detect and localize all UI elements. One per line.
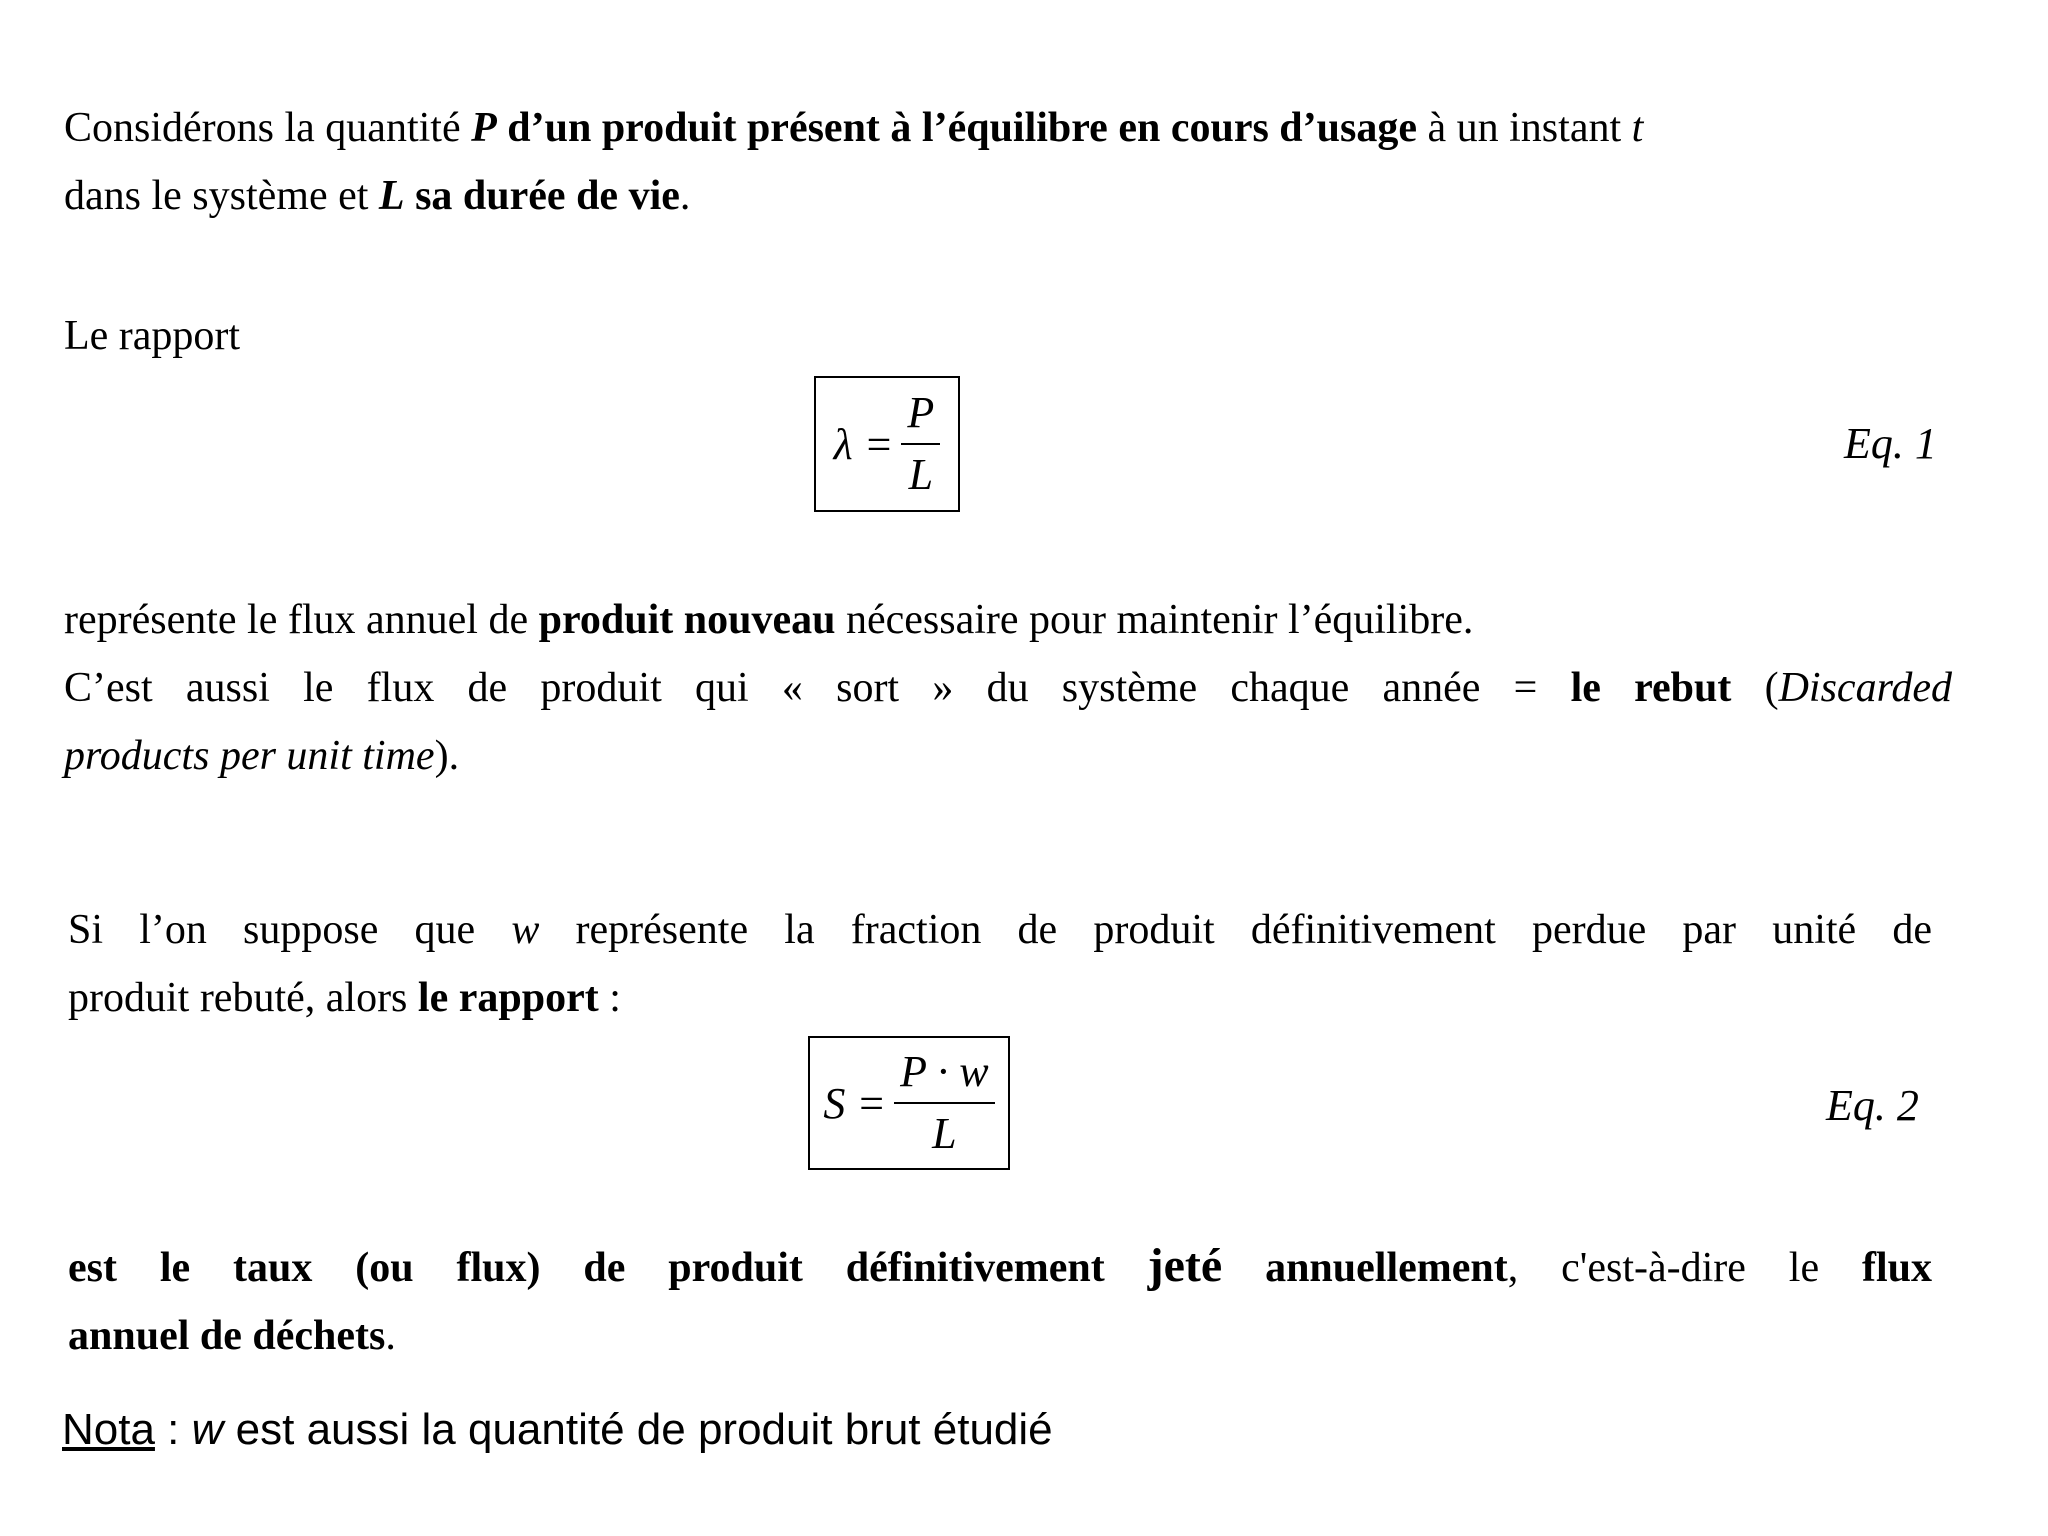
equation-2-fraction (894, 1046, 994, 1160)
equation-1-numerator: P (901, 387, 940, 445)
equation-1-box (814, 376, 960, 512)
flux-line-2: C’est aussi le flux de produit qui « sort » du système chaque année = le rebut (Discarded (64, 665, 1952, 711)
equation-2-denominator: L (932, 1109, 957, 1158)
conclusion-paragraph (68, 1232, 1932, 1370)
equation-2-lhs: S = (823, 1078, 887, 1128)
equation-1-denominator: L (908, 450, 934, 499)
intro-paragraph (64, 94, 1964, 230)
jete-word: jeté (1147, 1239, 1223, 1292)
equation-2-label: Eq. 2 (1826, 1081, 1919, 1130)
equation-1-label: Eq. 1 (1844, 419, 1937, 468)
flux-line-1: représente le flux annuel de produit nouveau nécessaire pour maintenir l’équilibre. (64, 597, 1474, 643)
equation-1-lhs: λ = (833, 419, 894, 469)
equation-2-box (808, 1036, 1010, 1170)
flux-line-3: products per unit time). (64, 733, 460, 779)
suppose-paragraph (68, 896, 1932, 1032)
conclusion-line-2: annuel de déchets. (68, 1313, 396, 1359)
suppose-line-2: produit rebuté, alors le rapport : (68, 975, 621, 1021)
equation-2-numerator: P · w (894, 1046, 994, 1104)
flux-paragraph (64, 586, 1952, 790)
suppose-line-1: Si l’on suppose que w représente la fraction de produit définitivement perdue par unité de (68, 907, 1932, 953)
nota-line: Nota : w est aussi la quantité de produit brut étudié (62, 1405, 1053, 1454)
intro-line-2: dans le système et L sa durée de vie. (64, 173, 691, 219)
conclusion-line-1: est le taux (ou flux) de produit définitivement jeté annuellement, c'est-à-dire le flux (68, 1239, 1932, 1292)
equation-1-fraction (901, 387, 940, 501)
intro-line-1: Considérons la quantité P d’un produit présent à l’équilibre en cours d’usage à un instant t (64, 105, 1644, 151)
nota-label: Nota (62, 1405, 155, 1454)
le-rapport-label: Le rapport (64, 313, 241, 359)
